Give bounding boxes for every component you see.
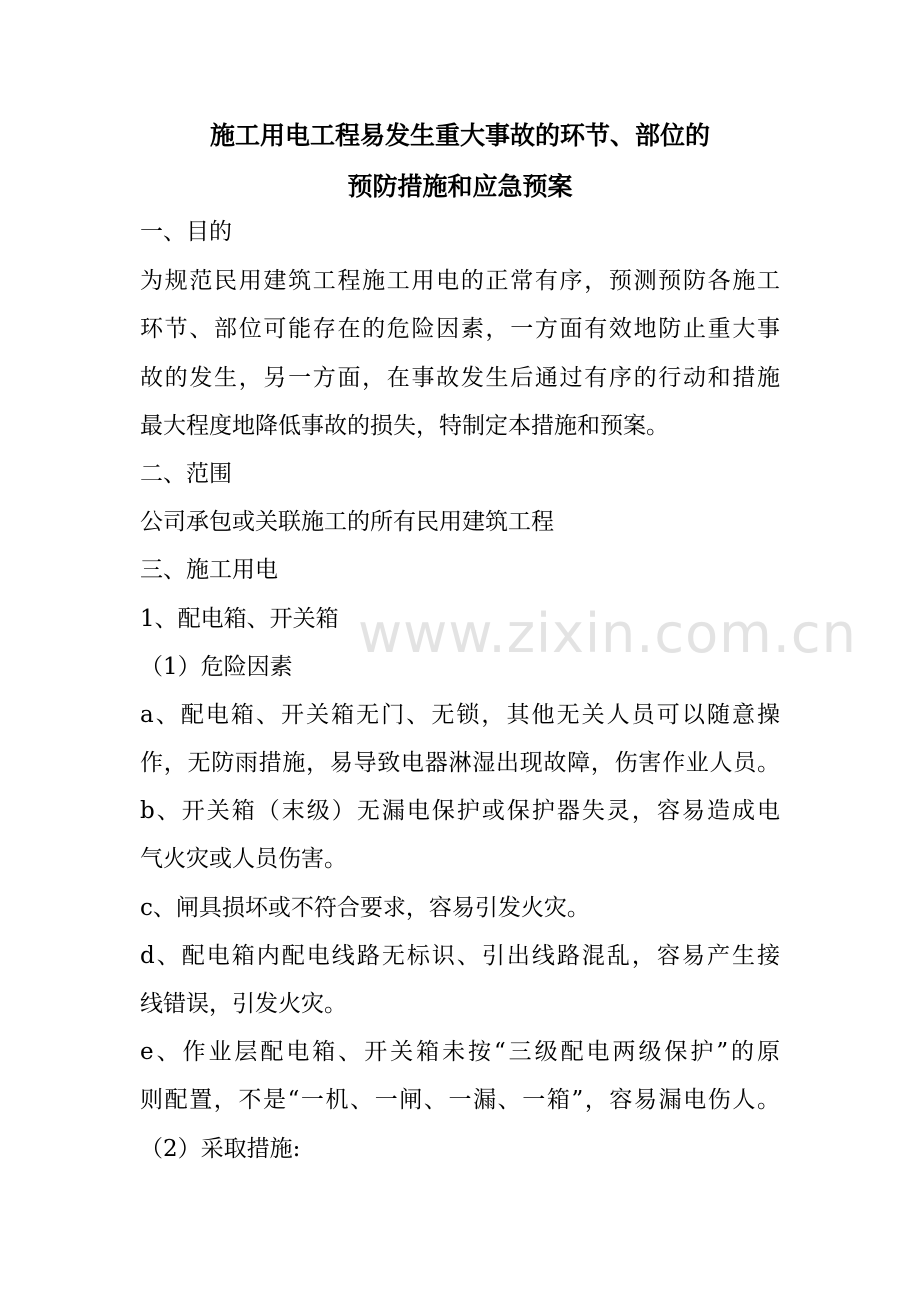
list-item-line: a、配电箱、开关箱无门、无锁，其他无关人员可以随意操 bbox=[140, 702, 780, 728]
list-item-line: e、作业层配电箱、开关箱未按“三级配电两级保护”的原 bbox=[140, 1039, 780, 1065]
watermark: www.zixin.com.cn bbox=[358, 602, 857, 665]
section-heading-construction-power: 三、施工用电 bbox=[140, 557, 278, 583]
document-title-line-1: 施工用电工程易发生重大事故的环节、部位的 bbox=[209, 121, 710, 150]
list-item-line: c、闸具损坏或不符合要求，容易引发火灾。 bbox=[140, 895, 590, 921]
section-heading-scope: 二、范围 bbox=[140, 461, 232, 487]
body-text-line: 环节、部位可能存在的危险因素，一方面有效地防止重大事 bbox=[140, 316, 780, 342]
subsection-heading: 1、配电箱、开关箱 bbox=[140, 606, 339, 632]
subsection-heading: （2）采取措施: bbox=[140, 1136, 301, 1162]
body-text-line: 为规范民用建筑工程施工用电的正常有序，预测预防各施工 bbox=[140, 268, 780, 294]
body-text-line: 故的发生，另一方面，在事故发生后通过有序的行动和措施 bbox=[140, 365, 780, 391]
document-title-line-2: 预防措施和应急预案 bbox=[347, 172, 573, 201]
list-item-line: 则配置，不是“一机、一闸、一漏、一箱”，容易漏电伤人。 bbox=[140, 1087, 780, 1113]
list-item-line: 作，无防雨措施，易导致电器淋湿出现故障，伤害作业人员。 bbox=[140, 750, 780, 776]
body-text-line: 最大程度地降低事故的损失，特制定本措施和预案。 bbox=[140, 413, 669, 439]
list-item-line: b、开关箱（末级）无漏电保护或保护器失灵，容易造成电 bbox=[140, 798, 780, 824]
subsection-heading: （1）危险因素 bbox=[140, 654, 293, 680]
body-text-line: 公司承包或关联施工的所有民用建筑工程 bbox=[140, 509, 554, 535]
section-heading-purpose: 一、目的 bbox=[140, 219, 232, 245]
list-item-line: d、配电箱内配电线路无标识、引出线路混乱，容易产生接 bbox=[140, 943, 780, 969]
list-item-line: 线错误，引发火灾。 bbox=[140, 991, 347, 1017]
list-item-line: 气火灾或人员伤害。 bbox=[140, 846, 347, 872]
